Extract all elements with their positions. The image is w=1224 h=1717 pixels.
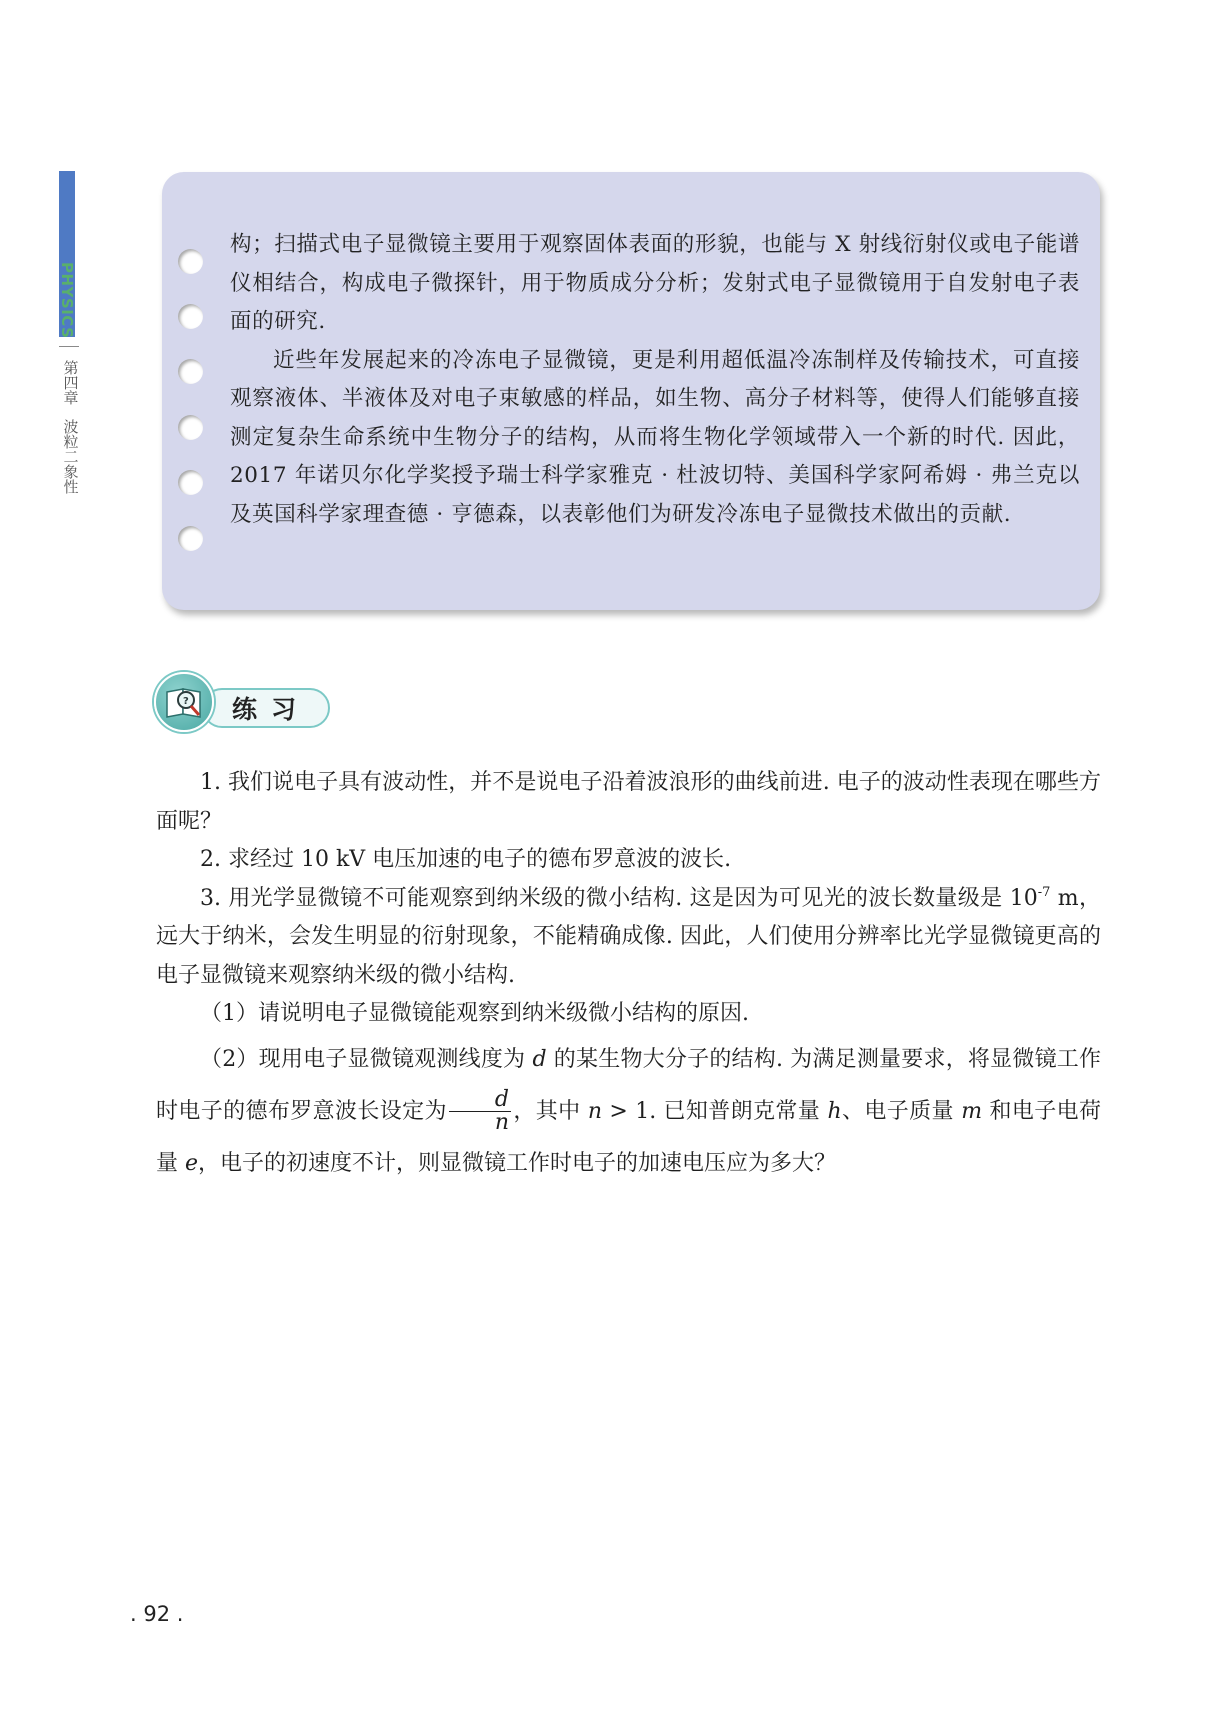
binder-ring <box>178 415 203 440</box>
side-chapter-label <box>60 360 80 494</box>
side-divider <box>59 346 79 347</box>
reading-paragraph: 近些年发展起来的冷冻电子显微镜，更是利用超低温冷冻制样及传输技术，可直接观察液体、半液体及对电子束敏感的样品，如生物、高分子材料等，使得人们能够直接测定复杂生命系统中生物分子的结构，从而将生物化学领域带入一个新的时代. 因此，2017 年诺贝尔化学奖授予瑞士科学家雅克 · 杜波切特、美国科学家阿希姆 · 弗兰克以及英国科学家理查德 · 亨德森，以表彰他们为研发冷冻电子显微技术做出的贡献. <box>230 347 1080 527</box>
reading-text <box>230 226 1080 534</box>
fraction-d-over-n: $\frac{d}{n}$ <box>449 1089 511 1134</box>
chapter-number: 第四章 <box>61 360 80 405</box>
exercise-question-3: 3. 用光学显微镜不可能观察到纳米级的微小结构. 这是因为可见光的波长数量级是 $10^{-7}$ m，远大于纳米，会发生明显的衍射现象，不能精确成像. 因此，人们使用分辨率比光学显微镜更高的电子显微镜来观察纳米级的微小结构. <box>156 884 1102 988</box>
exercise-question-3-2: （2）现用电子显微镜观测线度为 d 的某生物大分子的结构. 为满足测量要求，将显微镜工作时电子的德布罗意波长设定为 $\frac{d}{n}$ ，其中 n > 1. 已知普朗克常量 h、电子质量 m 和电子电荷量 e，电子的初速度不计，则显微镜工作时电子的加速电压应为多大？ <box>156 1046 1102 1176</box>
binder-ring <box>178 249 203 274</box>
exercise-question-3-1: （1）请说明电子显微镜能观察到纳米级微小结构的原因. <box>200 1001 749 1026</box>
question-book-icon <box>154 672 214 732</box>
binder-ring <box>178 304 203 329</box>
side-subject-label: PHYSICS <box>58 261 76 339</box>
exercise-title: 练习 <box>232 695 311 724</box>
binder-ring <box>178 359 203 384</box>
exercise-list <box>156 764 1101 1190</box>
exercise-question-2: 2. 求经过 10 kV 电压加速的电子的德布罗意波的波长. <box>200 847 732 872</box>
page-number: . 92 . <box>130 1602 184 1626</box>
binder-ring <box>178 526 203 551</box>
chapter-title: 波粒二象性 <box>61 419 80 494</box>
exercise-header <box>154 672 334 732</box>
reading-paragraph: 构；扫描式电子显微镜主要用于观察固体表面的形貌，也能与 X 射线衍射仪或电子能谱仪相结合，构成电子微探针，用于物质成分分析；发射式电子显微镜用于自发射电子表面的研究. <box>230 232 1080 334</box>
exercise-question-1: 1. 我们说电子具有波动性，并不是说电子沿着波浪形的曲线前进. 电子的波动性表现在哪些方面呢？ <box>156 770 1101 834</box>
binder-ring <box>178 470 203 495</box>
svg-text:?: ? <box>183 696 189 707</box>
